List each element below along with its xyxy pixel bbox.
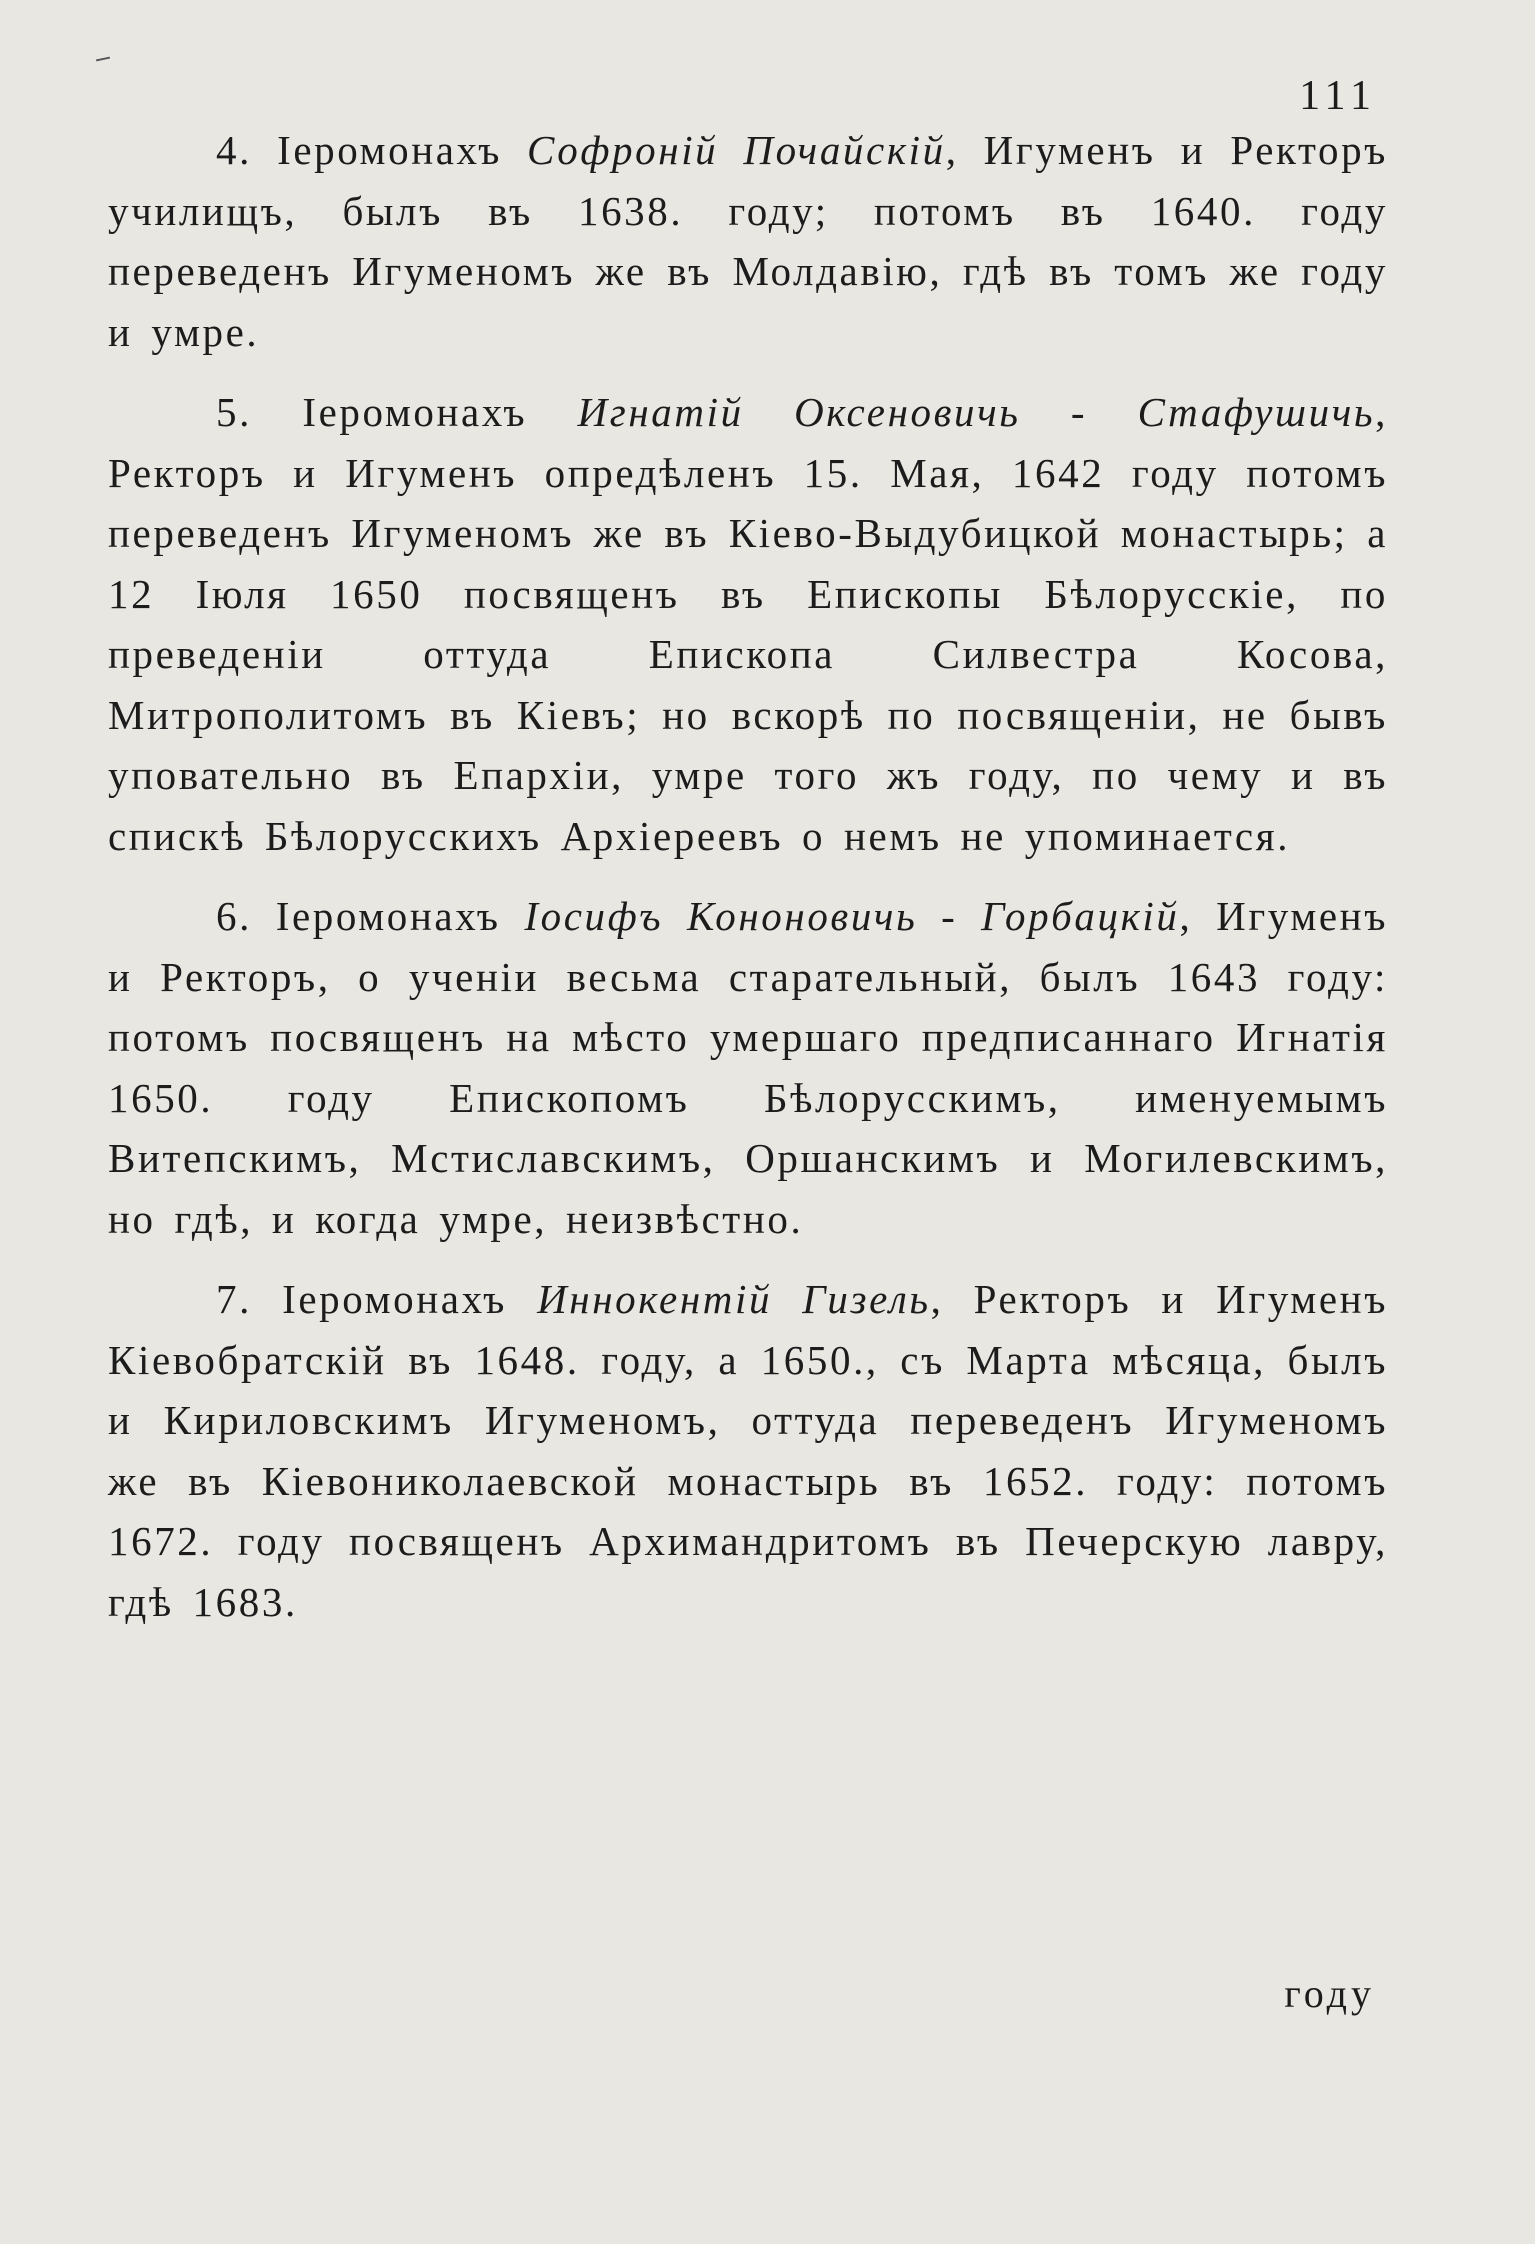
page-number: 111 <box>1299 73 1377 119</box>
entry-text: , Игуменъ и Ректоръ училищъ, былъ въ 1638. году; потомъ въ 1640. году переведенъ Игуменомъ же въ Молдавію, гдѣ въ томъ же году и умре. <box>108 127 1388 355</box>
entry-lead: 4. Іеромонахъ <box>216 127 528 173</box>
entry-7 <box>108 1269 1388 1632</box>
entry-name: Іосифъ Кононовичь - Горбацкій <box>524 893 1180 939</box>
corner-mark <box>96 57 110 62</box>
entry-text: , Ректоръ и Игуменъ опредѣленъ 15. Мая, 1642 году потомъ переведенъ Игуменомъ же въ Кіево-Выдубицкой монастырь; а 12 Іюля 1650 посвященъ въ Епископы Бѣлорусскіе, по преведеніи оттуда Епископа Силвестра Косова, Митрополитомъ въ Кіевъ; но вскорѣ по посвященіи, не бывъ уповательно въ Епархіи, умре того жъ году, по чему и въ спискѣ Бѣлорусскихъ Архіереевъ о немъ не упоминается. <box>108 389 1388 859</box>
entry-lead: 5. Іеромонахъ <box>216 389 578 435</box>
entry-text: , Игуменъ и Ректоръ, о ученіи весьма старательный, былъ 1643 году: потомъ посвященъ на мѣсто умершаго предписаннаго Игнатія 1650. году Епископомъ Бѣлорусскимъ, именуемымъ Витепскимъ, Мстиславскимъ, Оршанскимъ и Могилевскимъ, но гдѣ, и когда умре, неизвѣстно. <box>108 893 1388 1242</box>
page-text <box>108 120 1388 1652</box>
entry-lead: 6. Іеромонахъ <box>216 893 525 939</box>
entry-name: Игнатій Оксеновичь - Стафушичь <box>577 389 1376 435</box>
entry-text: , Ректоръ и Игуменъ Кіевобратскій въ 1648. году, а 1650., съ Марта мѣсяца, былъ и Кириловскимъ Игуменомъ, оттуда переведенъ Игуменомъ же въ Кіевониколаевской монастырь въ 1652. году: потомъ 1672. году посвященъ Архимандритомъ въ Печерскую лавру, гдѣ 1683. <box>108 1276 1388 1625</box>
catchword: году <box>1284 1971 1375 2016</box>
entry-name: Иннокентій Гизель <box>537 1276 931 1322</box>
entry-lead: 7. Іеромонахъ <box>216 1276 538 1322</box>
entry-6 <box>108 886 1388 1249</box>
entry-5 <box>108 382 1388 866</box>
entry-name: Софроній Почайскій <box>527 127 946 173</box>
entry-4 <box>108 120 1388 362</box>
